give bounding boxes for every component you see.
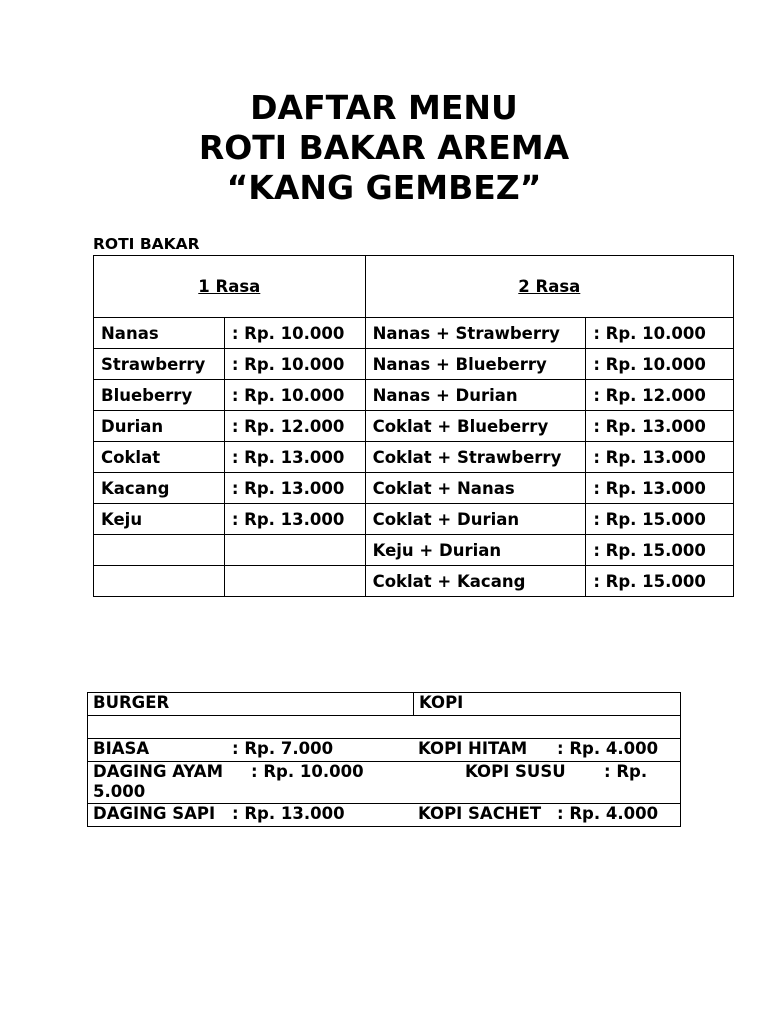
burger-name: BIASA xyxy=(93,739,150,758)
price-cell: : Rp. 13.000 xyxy=(586,473,734,504)
table-row xyxy=(94,566,734,597)
flavor-cell: Coklat xyxy=(94,442,225,473)
flavor-combo-cell: Coklat + Nanas xyxy=(365,473,586,504)
flavor-combo-cell: Nanas + Durian xyxy=(365,380,586,411)
menu-line xyxy=(88,804,681,827)
burger-name: DAGING SAPI xyxy=(93,804,216,823)
price-cell: : Rp. 10.000 xyxy=(224,318,365,349)
flavor-combo-cell: Coklat + Blueberry xyxy=(365,411,586,442)
table-header-row xyxy=(94,256,734,318)
burger-kopi-header-row xyxy=(88,693,681,716)
table-row xyxy=(94,318,734,349)
price-cell: : Rp. 10.000 xyxy=(224,349,365,380)
kopi-price: : Rp. 4.000 xyxy=(557,739,659,758)
table-row xyxy=(94,411,734,442)
price-cell: : Rp. 15.000 xyxy=(586,504,734,535)
flavor-combo-cell: Keju + Durian xyxy=(365,535,586,566)
menu-line xyxy=(88,739,681,762)
flavor-combo-cell: Coklat + Strawberry xyxy=(365,442,586,473)
document-title xyxy=(0,88,768,208)
kopi-name: KOPI HITAM xyxy=(418,739,528,758)
table-row xyxy=(94,380,734,411)
price-cell: : Rp. 10.000 xyxy=(586,349,734,380)
flavor-cell: Nanas xyxy=(94,318,225,349)
price-cell xyxy=(224,535,365,566)
menu-line xyxy=(88,762,681,804)
flavor-cell xyxy=(94,566,225,597)
burger-kopi-table xyxy=(87,692,681,827)
flavor-combo-cell: Coklat + Durian xyxy=(365,504,586,535)
price-cell: : Rp. 15.000 xyxy=(586,535,734,566)
table-row xyxy=(88,739,681,762)
flavor-cell: Keju xyxy=(94,504,225,535)
table-row xyxy=(94,349,734,380)
empty-row xyxy=(88,716,681,739)
price-cell: : Rp. 13.000 xyxy=(224,442,365,473)
title-line-1: DAFTAR MENU xyxy=(250,88,518,127)
table-row xyxy=(94,473,734,504)
price-cell xyxy=(224,566,365,597)
kopi-name: KOPI SACHET xyxy=(418,804,542,823)
burger-price: : Rp. 7.000 xyxy=(232,739,334,758)
flavor-combo-cell: Nanas + Blueberry xyxy=(365,349,586,380)
burger-price: : Rp. 10.000 xyxy=(251,762,364,781)
price-cell: : Rp. 13.000 xyxy=(224,473,365,504)
table-row xyxy=(94,504,734,535)
kopi-price: : Rp. xyxy=(604,762,648,781)
kopi-price-wrap: 5.000 xyxy=(93,782,146,801)
table-row xyxy=(88,804,681,827)
roti-bakar-table xyxy=(93,255,734,597)
empty-cell xyxy=(88,716,681,739)
flavor-cell: Durian xyxy=(94,411,225,442)
header-2-rasa: 2 Rasa xyxy=(365,256,733,318)
price-cell: : Rp. 10.000 xyxy=(224,380,365,411)
kopi-price: : Rp. 4.000 xyxy=(557,804,659,823)
roti-bakar-label: ROTI BAKAR xyxy=(93,235,200,253)
table-row xyxy=(94,535,734,566)
flavor-cell: Kacang xyxy=(94,473,225,504)
price-cell: : Rp. 13.000 xyxy=(224,504,365,535)
flavor-cell: Blueberry xyxy=(94,380,225,411)
table-row xyxy=(88,762,681,804)
price-cell: : Rp. 12.000 xyxy=(224,411,365,442)
kopi-name: KOPI SUSU xyxy=(465,762,566,781)
burger-name: DAGING AYAM xyxy=(93,762,223,781)
kopi-heading: KOPI xyxy=(414,693,681,716)
price-cell: : Rp. 10.000 xyxy=(586,318,734,349)
title-line-3: “KANG GEMBEZ” xyxy=(226,168,542,207)
price-cell: : Rp. 15.000 xyxy=(586,566,734,597)
flavor-combo-cell: Nanas + Strawberry xyxy=(365,318,586,349)
price-cell: : Rp. 12.000 xyxy=(586,380,734,411)
flavor-cell xyxy=(94,535,225,566)
burger-price: : Rp. 13.000 xyxy=(232,804,345,823)
price-cell: : Rp. 13.000 xyxy=(586,442,734,473)
header-1-rasa: 1 Rasa xyxy=(94,256,366,318)
title-line-2: ROTI BAKAR AREMA xyxy=(198,128,570,167)
burger-heading: BURGER xyxy=(88,693,414,716)
price-cell: : Rp. 13.000 xyxy=(586,411,734,442)
flavor-cell: Strawberry xyxy=(94,349,225,380)
table-row xyxy=(94,442,734,473)
flavor-combo-cell: Coklat + Kacang xyxy=(365,566,586,597)
